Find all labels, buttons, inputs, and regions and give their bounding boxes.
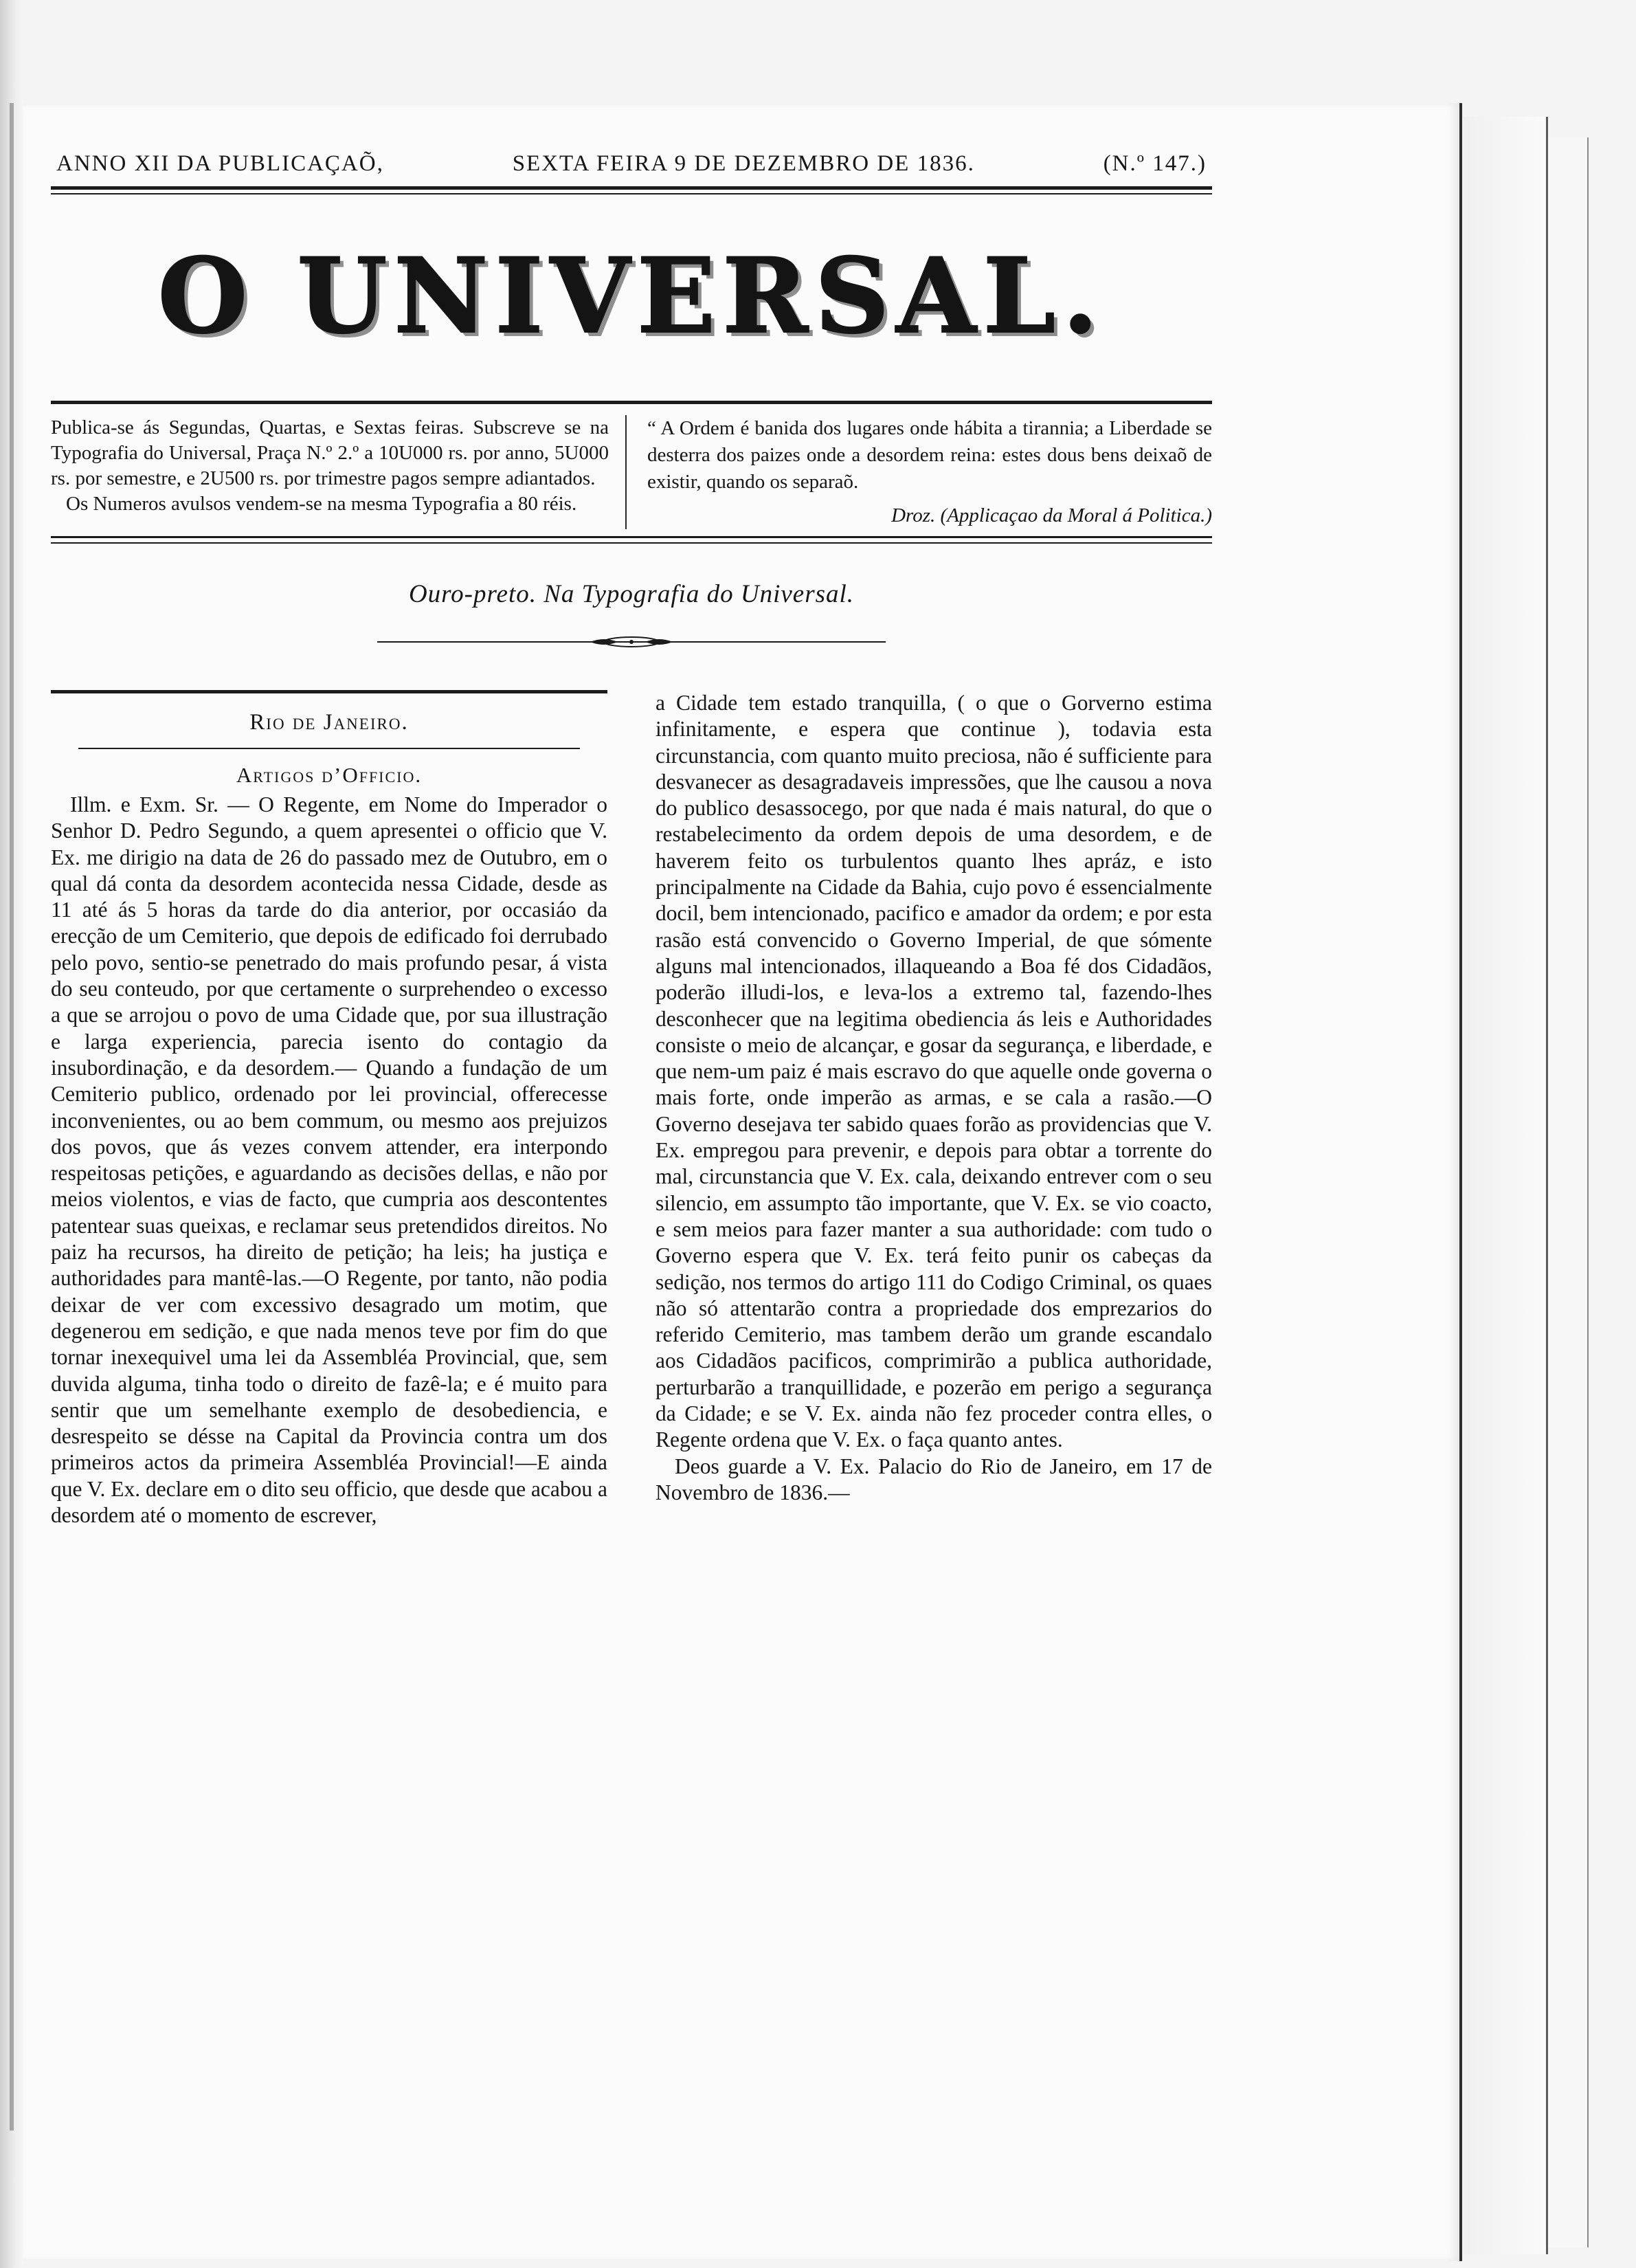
info-box [51, 404, 1212, 538]
epigraph-quote: “ A Ordem é banida dos lugares onde hábita a tirannia; a Liberdade se desterra dos paizes onde a desordem reina: estes dous bens deixaõ de existir, quando os separaõ. [647, 417, 1212, 493]
left-column [51, 690, 607, 1528]
subscription-text: Publica-se ás Segundas, Quartas, e Sextas feiras. Subscreve se na Typografia do Universal, Praça N.º 2.º a 10U000 rs. por anno, 5U000 rs. por semestre, e 2U500 rs. por trimestre pagos sempre adiantados. [51, 416, 609, 489]
single-issue-price: Os Numeros avulsos vendem-se na mesma Typografia a 80 réis. [66, 493, 577, 515]
subsection-heading: Artigos d’Officio. [236, 763, 423, 787]
column-top-rule [51, 690, 607, 693]
newspaper-page [23, 103, 1462, 2261]
page-stack-edge [1546, 137, 1589, 2247]
page-content [51, 151, 1212, 1528]
epigraph-attribution: Droz. (Applicaçao da Moral á Politica.) [891, 504, 1212, 526]
section-heading: Rio de Janeiro. [249, 710, 409, 735]
date-label: SEXTA FEIRA 9 DE DEZEMBRO DE 1836. [512, 151, 975, 176]
binding-spine [10, 103, 14, 2131]
issue-number: (N.º 147.) [1103, 151, 1207, 176]
flourish-divider [377, 635, 886, 649]
page-stack-edge [1464, 117, 1548, 2254]
masthead-rule [51, 186, 1212, 190]
imprint-line: Ouro-preto. Na Typografia do Universal. [408, 580, 855, 608]
info-box-bottom-rule [51, 542, 1212, 544]
newspaper-title: O UNIVERSAL. [157, 236, 1106, 357]
epigraph [627, 415, 1212, 529]
right-column [655, 690, 1212, 1528]
section-rule [78, 748, 580, 749]
subscription-info [51, 415, 627, 529]
scan-left-edge [0, 0, 23, 2268]
volume-label: ANNO XII DA PUBLICAÇAÕ, [56, 151, 384, 176]
title-block [51, 194, 1212, 391]
article-closing: Deos guarde a V. Ex. Palacio do Rio de Janeiro, em 17 de Novembro de 1836.— [655, 1454, 1212, 1504]
article-text-left: Illm. e Exm. Sr. — O Regente, em Nome do Imperador o Senhor D. Pedro Segundo, a quem apresentei o officio que V. Ex. me dirigio na data de 26 do passado mez de Outubro, em o qual dá conta da desordem acontecida nessa Cidade, desde as 11 até ás 5 horas da tarde do dia anterior, por occasiáo da erecção de um Cemiterio, que depois de edificado foi derrubado pelo povo, sentio-se penetrado do mais profundo pesar, á vista do seu conteudo, por que certamente o surprehendeo o excesso a que se arrojou o povo de uma Cidade que, por sua illustração e larga experiencia, parecia isento do contagio da insubordinação, e da desordem.— Quando a fundação de um Cemiterio publico, ordenado por lei provincial, offerecesse inconvenientes, ou ao bem commum, ou mesmo aos prejuizos dos povos, que ás vezes convem attender, era interpondo respeitosas petições, e aguardando as decisões dellas, e não por meios violentos, e vias de facto, que cumpria aos descontentes patentear suas queixas, e reclamar seus pretendidos direitos. No paiz ha recursos, ha direito de petição; ha leis; ha justiça e authoridades para mantê-las.—O Regente, por tanto, não podia deixar de ver com excessivo desagrado um motim, que degenerou em sedição, e que nada menos teve por fim do que tornar inexequivel uma lei da Assembléa Provincial, que, sem duvida alguma, tinha todo o direito de fazê-la; e é muito para sentir que um semelhante exemplo de desobediencia, e desrespeito se désse na Capital da Provincia contra um dos primeiros actos da primeira Assembléa Provincial!—E ainda que V. Ex. declare em o dito seu officio, que desde que acabou a desordem até o momento de escrever, [51, 792, 607, 1528]
article-columns [51, 690, 1212, 1528]
masthead-line [51, 151, 1212, 177]
article-text-right: a Cidade tem estado tranquilla, ( o que o Gorverno estima infinitamente, e espera que continue ), todavia esta circunstancia, com quanto muito preciosa, não é sufficiente para desvanecer as desagradaveis impressões, que lhe causou a nova do publico desassocego, por que nada é mais natural, do que o restabelecimento da ordem depois de uma desordem, e de haverem feito os turbulentos quanto lhes apráz, e isto principalmente na Cidade da Bahia, cujo povo é essencialmente docil, bem intencionado, pacifico e amador da ordem; e por esta rasão está convencido o Governo Imperial, de que sómente alguns mal intencionados, illaqueando a Boa fé dos Cidadãos, poderão illudi-los, e leva-los a extremo tal, fazendo-lhes desconhecer que na legitima obediencia ás leis e Authoridades consiste o meio de alcançar, e gosar da segurança, e liberdade, e que nem-um paiz é mais escravo do que aquelle onde governa o mais forte, onde imperão as armas, e se cala a rasão.—O Governo desejava ter sabido quaes forão as providencias que V. Ex. empregou para prevenir, e depois para obtar a torrente do mal, circunstancia que V. Ex. cala, deixando entrever com o seu silencio, em assumpto tão importante, que V. Ex. se vio coacto, e sem meios para fazer manter a sua authoridade: com tudo o Governo espera que V. Ex. terá feito punir os cabeças da sedição, nos termos do artigo 111 do Codigo Criminal, os quaes não só attentarão contra a propriedade dos emprezarios do referido Cemiterio, mas tambem derão um grande escandalo aos Cidadãos pacificos, comprimirão a publica authoridade, perturbarão a tranquillidade, e pozerão em perigo a segurança da Cidade; e se V. Ex. ainda não fez proceder contra elles, o Regente ordena que V. Ex. o faça quanto antes. [655, 691, 1212, 1452]
